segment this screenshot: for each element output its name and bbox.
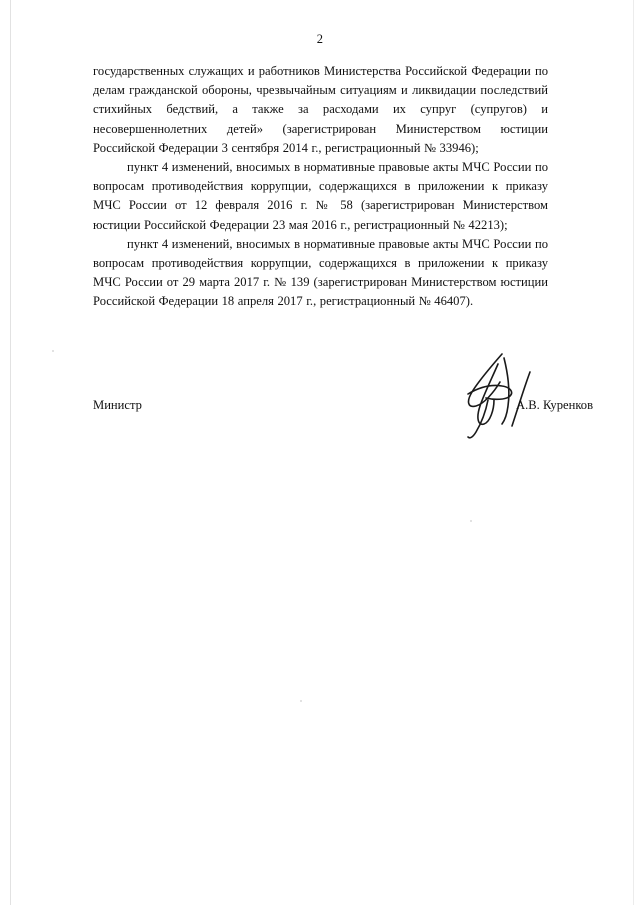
scan-edge-left [10, 0, 11, 905]
scan-speckle [470, 520, 472, 522]
paragraph-1: государственных служащих и работников Министерства Российской Федерации по делам гражданской обороны, чрезвычайным ситуациям и ликвидации последствий стихийных бедствий, а также за расходами их супруг (супругов) и несовершеннолетних детей» (зарегистрирован Министерством юстиции Российской Федерации 3 сентября 2014 г., регистрационный № 33946); [93, 64, 548, 155]
signatory-name: А.В. Куренков [516, 398, 594, 412]
paragraph-3: пункт 4 изменений, вносимых в нормативные правовые акты МЧС России по вопросам противодействия коррупции, содержащихся в приложении к приказу МЧС России от 29 марта 2017 г. № 139 (зарегистрирован Министерством юстиции Российской Федерации 18 апреля 2017 г., регистрационный № 46407). [93, 236, 548, 309]
document-body [93, 62, 548, 312]
scan-speckle [300, 700, 302, 702]
signature-block [93, 396, 594, 426]
paragraph-2: пункт 4 изменений, вносимых в нормативные правовые акты МЧС России по вопросам противодействия коррупции, содержащихся в приложении к приказу МЧС России от 12 февраля 2016 г. № 58 (зарегистрирован Министерством юстиции Российской Федерации 23 мая 2016 г., регистрационный № 42213); [93, 160, 548, 232]
page-number: 2 [316, 32, 324, 46]
scan-speckle [52, 350, 54, 352]
signatory-title: Министр [93, 398, 142, 412]
scan-edge-right [633, 0, 634, 905]
